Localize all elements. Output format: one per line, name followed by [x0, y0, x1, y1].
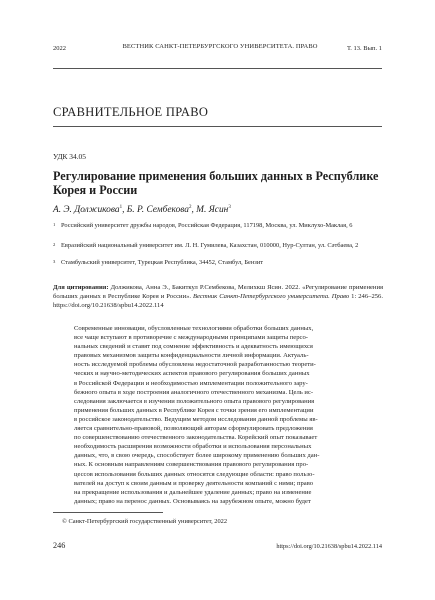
citation-label: Для цитирования: [53, 284, 109, 291]
abstract-line: цессов использования больших данных относятся следующие области: право пользо- [74, 470, 315, 478]
abstract-line: ляется сравнительно-правовой, позволяющий авторам сформулировать предложения [74, 425, 313, 433]
author-name: М. Ясин [196, 205, 229, 216]
abstract-line: ческих и научно-методических аспектов правового регулирования больших данных [74, 370, 310, 378]
citation-block [53, 283, 383, 310]
affiliation-text: Стамбульский университет, Турецкая Республика, 34452, Стамбул, Бензит [61, 259, 264, 266]
abstract-line: Современные инновации, обусловленные технологиями обработки больших данных, [74, 325, 314, 332]
abstract-line: необходимость расширения возможности обработки и использования персональных [74, 443, 312, 451]
author-affiliation-mark: 1 [119, 205, 123, 210]
header-volume: Т. 13. Вып. 1 [346, 45, 382, 52]
author-affiliation-mark: 3 [228, 205, 231, 210]
author-name: А. Э. Должикова [53, 205, 120, 216]
citation-text: Должикова, Анна Э., Бакиткул Р.Сембекова, Мелихкш Ясин. 2022. «Регулирование применения больших данных в Республике Корея и России». [53, 284, 384, 300]
affiliation-number: 3 [53, 259, 56, 264]
article-title: Регулирование применения больших данных в Республике Корея и России [53, 169, 379, 197]
udk-code: УДК 34.05 [53, 152, 86, 161]
abstract-line: нальных сведений и ставят под сомнение эффективность и адекватность имеющихся [74, 343, 313, 351]
author-name: Б. Р. Сембекова [126, 205, 189, 216]
section-title: СРАВНИТЕЛЬНОЕ ПРАВО [53, 105, 209, 119]
abstract-line: все чаще вступают в противоречие с международными принципами защиты персо- [74, 334, 308, 342]
author-list: А. Э. Должикова$^1$, Б. Р. Сембекова$^2$, М. Ясин$^3$ [53, 205, 231, 216]
abstract-line: бежного опыта в ходе построения аналогичного отечественного механизма. Цель ис- [74, 388, 314, 396]
author-affiliation-mark: 2 [188, 205, 192, 210]
affiliation-number: 1 [53, 222, 56, 227]
affiliation-number: 2 [53, 242, 56, 247]
page-number: 246 [53, 541, 66, 550]
abstract-line: в российское законодательство. Ведущим методом исследования данной проблемы яв- [74, 415, 318, 423]
abstract [74, 324, 382, 506]
header-divider [53, 68, 382, 69]
abstract-line: применения больших данных в Республике Корея с точки зрения его имплементации [74, 406, 314, 414]
affiliation [53, 222, 383, 231]
abstract-line: по совершенствованию отечественного законодательства. Корейский опыт показывает [74, 434, 318, 442]
abstract-line: данных; право на перенос данных. Основываясь на зарубежном опыте, можно будет [74, 497, 311, 505]
abstract-line: правовых механизмов защиты конфиденциальности личной информации. Актуаль- [74, 352, 309, 360]
copyright-notice: © Санкт-Петербургский государственный университет, 2022 [62, 518, 228, 525]
abstract-line: ность исследуемой проблемы обусловлена недостаточной разработанностью теорети- [74, 361, 316, 369]
section-divider [53, 126, 382, 127]
abstract-line: на прекращение использования и дальнейшее удаление данных; право на изменение [74, 488, 312, 496]
abstract-line: ных. К основным направлениям совершенствования правового регулирования про- [74, 461, 309, 469]
affiliation [53, 242, 383, 251]
abstract-line: вателей на доступ к своим данным и проверку деятельности компаний с ними; право [74, 479, 314, 487]
header-journal-title: ВЕСТНИК САНКТ-ПЕТЕРБУРГСКОГО УНИВЕРСИТЕТА. ПРАВО [122, 43, 318, 50]
citation-journal: Вестник Санкт-Петербургского университета. Право [193, 293, 350, 300]
header-year: 2022 [53, 45, 66, 52]
affiliation-text: Российский университет дружбы народов, Российская Федерация, 117198, Москва, ул. Миклухо-Маклая, 6 [61, 222, 353, 229]
affiliation [53, 259, 383, 268]
footnote-divider [53, 512, 163, 513]
citation-tail: 1: 246–256. https://doi.org/10.21638/spbu14.2022.114 [53, 293, 383, 309]
abstract-line: в Российской Федерации и необходимостью имплементации положительного зару- [74, 379, 308, 387]
abstract-line: данных, что, в свою очередь, способствует более широкому применению больших дан- [74, 452, 320, 460]
doi-link[interactable]: https://doi.org/10.21638/spbu14.2022.114 [276, 543, 382, 550]
abstract-line: следования заключается в изучении положительного опыта правового регулирования [74, 397, 315, 405]
affiliation-text: Евразийский национальный университет им. Л. Н. Гумилева, Казахстан, 010000, Нур-Султан, ул. Сәтбаева, 2 [61, 242, 359, 249]
